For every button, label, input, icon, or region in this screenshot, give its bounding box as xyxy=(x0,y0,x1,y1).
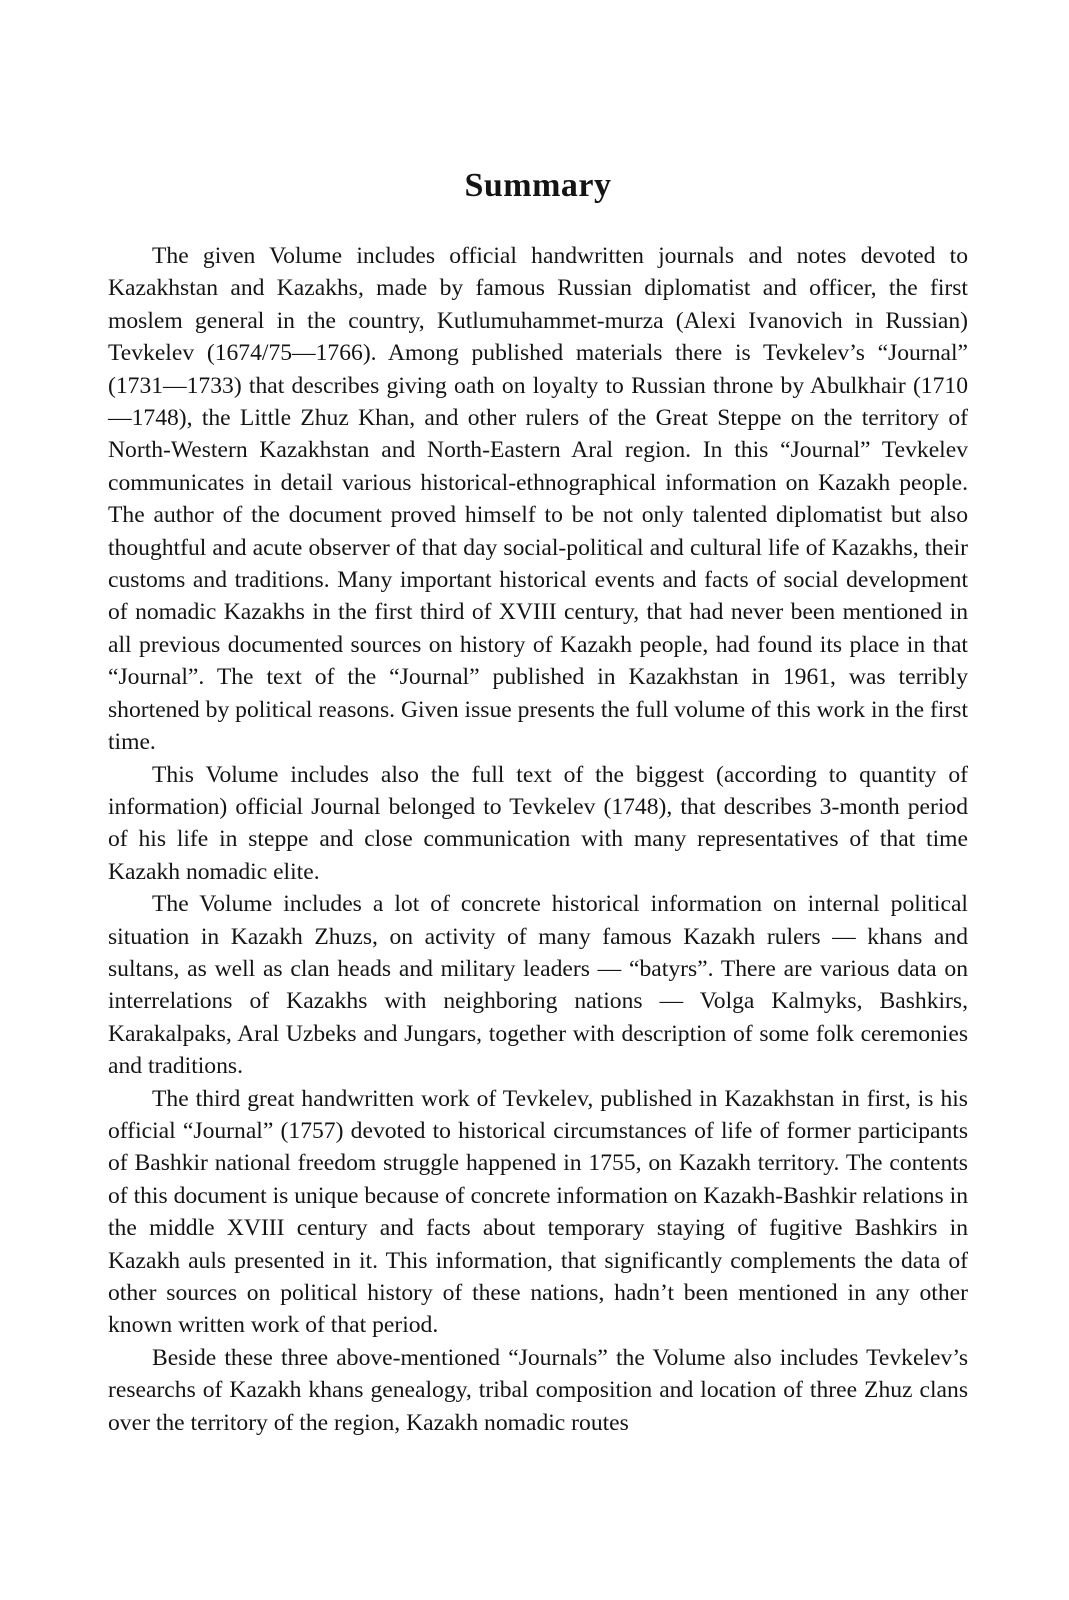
paragraph-1: The given Volume includes official handwritten journals and notes devoted to Kazakhstan and Kazakhs, made by famous Russian diplomatist and officer, the first moslem general in the country, Kutlumuhammet-murza (Alexi Ivanovich in Russian) Tevkelev (1674/75—1766). Among published materials there is Tevkelev’s “Journal” (1731—1733) that describes giving oath on loyalty to Russian throne by Abulkhair (1710—1748), the Little Zhuz Khan, and other rulers of the Great Steppe on the territory of North-Western Kazakhstan and North-Eastern Aral region. In this “Journal” Tevkelev communicates in detail various historical-ethnographical information on Kazakh people. The author of the document proved himself to be not only talented diplomatist but also thoughtful and acute observer of that day social-political and cultural life of Kazakhs, their customs and traditions. Many important historical events and facts of social development of nomadic Kazakhs in the first third of XVIII century, that had never been mentioned in all previous documented sources on history of Kazakh people, had found its place in that “Journal”. The text of the “Journal” published in Kazakhstan in 1961, was terribly shortened by political reasons. Given issue presents the full volume of this work in the first time. xyxy=(108,243,968,756)
summary-body xyxy=(108,240,968,1439)
paragraph-4: The third great handwritten work of Tevkelev, published in Kazakhstan in first, is his official “Journal” (1757) devoted to historical circumstances of life of former participants of Bashkir national freedom struggle happened in 1755, on Kazakh territory. The contents of this document is unique because of concrete information on Kazakh-Bashkir relations in the middle XVIII century and facts about temporary staying of fugitive Bashkirs in Kazakh auls presented in it. This information, that significantly complements the data of other sources on political history of these nations, hadn’t been mentioned in any other known written work of that period. xyxy=(108,1085,968,1339)
page-title: Summary xyxy=(464,167,612,204)
paragraph-5: Beside these three above-mentioned “Journals” the Volume also includes Tevkelev’s researchs of Kazakh khans genealogy, tribal composition and location of three Zhuz clans over the territory of the region, Kazakh nomadic routes xyxy=(108,1344,968,1436)
document-page xyxy=(108,0,968,1600)
paragraph-3: The Volume includes a lot of concrete historical information on internal political situation in Kazakh Zhuzs, on activity of many famous Kazakh rulers — khans and sultans, as well as clan heads and military leaders — “batyrs”. There are various data on interrelations of Kazakhs with neighboring nations — Volga Kalmyks, Bashkirs, Karakalpaks, Aral Uzbeks and Jungars, together with description of some folk ceremonies and traditions. xyxy=(108,891,968,1080)
paragraph-2: This Volume includes also the full text of the biggest (according to quantity of information) official Journal belonged to Tevkelev (1748), that describes 3-month period of his life in steppe and close communication with many representatives of that time Kazakh nomadic elite. xyxy=(108,761,968,885)
